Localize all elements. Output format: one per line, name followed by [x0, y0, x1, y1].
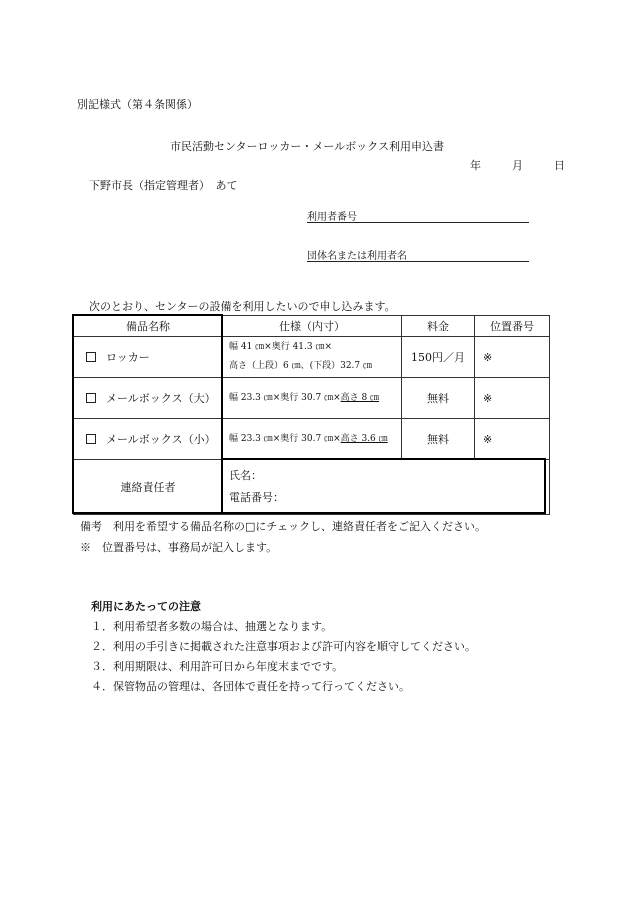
addressee: 下野市長（指定管理者） あて [89, 179, 238, 192]
list-item: ２．利用の手引きに掲載された注意事項および許可内容を順守してください。 [91, 640, 476, 653]
table-row [74, 378, 550, 419]
list-item: ３．利用期限は、利用許可日から年度末までです。 [91, 660, 344, 673]
table-row [74, 419, 550, 460]
spec-line: 幅 41 ㎝×奥行 41.3 ㎝× [229, 342, 333, 352]
spec-cell [223, 378, 402, 419]
remark-line: ※ 位置番号は、事務局が記入します。 [80, 541, 278, 554]
header-position: 位置番号 [475, 316, 550, 337]
remark-line: 備考 利用を希望する備品名称の□にチェックし、連絡責任者をご記入ください。 [80, 520, 487, 533]
fee-cell: 無料 [402, 378, 475, 419]
date-month[interactable]: 月 [512, 159, 523, 172]
table-row [74, 337, 550, 378]
fee-cell: 無料 [402, 419, 475, 460]
table-row-contact [74, 460, 550, 515]
form-reference: 別記様式（第４条関係） [77, 98, 198, 111]
date-year[interactable]: 年 [470, 159, 481, 172]
item-label: メールボックス（大） [106, 392, 216, 405]
contact-fields[interactable] [223, 460, 550, 515]
contact-phone-field[interactable]: 電話番号： [229, 491, 284, 504]
list-item: ４．保管物品の管理は、各団体で責任を持って行ってください。 [91, 680, 410, 693]
list-item: １．利用希望者多数の場合は、抽選となります。 [91, 620, 333, 633]
mailbox-small-checkbox[interactable] [86, 434, 96, 444]
spec-text: 幅 23.3 ㎝×奥行 30.7 ㎝× [229, 392, 341, 403]
equipment-table [73, 315, 550, 515]
spec-line: 高さ（上段）6 ㎝、(下段）32.7 ㎝ [229, 361, 372, 371]
spec-cell [223, 419, 402, 460]
locker-checkbox[interactable] [86, 352, 96, 362]
date-day[interactable]: 日 [554, 159, 565, 172]
item-label: ロッカー [106, 351, 150, 364]
spec-height: 高さ 8 ㎝ [340, 392, 380, 403]
contact-person-label: 連絡責任者 [74, 460, 223, 515]
position-cell: ※ [475, 337, 550, 378]
contact-name-field[interactable]: 氏名： [229, 469, 262, 482]
spec-cell [223, 337, 402, 378]
page-title: 市民活動センターロッカー・メールボックス利用申込書 [170, 140, 445, 153]
org-name-field[interactable] [307, 247, 529, 262]
intro-text: 次のとおり、センターの設備を利用したいので申し込みます。 [89, 300, 396, 313]
item-label: メールボックス（小） [106, 433, 216, 446]
user-number-field[interactable] [307, 208, 529, 223]
user-number-label: 利用者番号 [307, 212, 357, 223]
header-item-name: 備品名称 [74, 316, 223, 337]
item-locker[interactable] [74, 337, 223, 378]
item-mailbox-large[interactable] [74, 378, 223, 419]
date-line [470, 157, 565, 173]
spec-height: 高さ 3.6 ㎝ [340, 433, 388, 444]
item-mailbox-small[interactable] [74, 419, 223, 460]
position-cell: ※ [475, 419, 550, 460]
mailbox-large-checkbox[interactable] [86, 393, 96, 403]
fee-cell: 150円／月 [402, 337, 475, 378]
table-header-row [74, 316, 550, 337]
header-spec: 仕様（内寸） [223, 316, 402, 337]
org-name-label: 団体名または利用者名 [307, 251, 407, 262]
spec-text: 幅 23.3 ㎝×奥行 30.7 ㎝× [229, 433, 341, 444]
header-fee: 料金 [402, 316, 475, 337]
notes-heading: 利用にあたっての注意 [91, 600, 201, 613]
position-cell: ※ [475, 378, 550, 419]
